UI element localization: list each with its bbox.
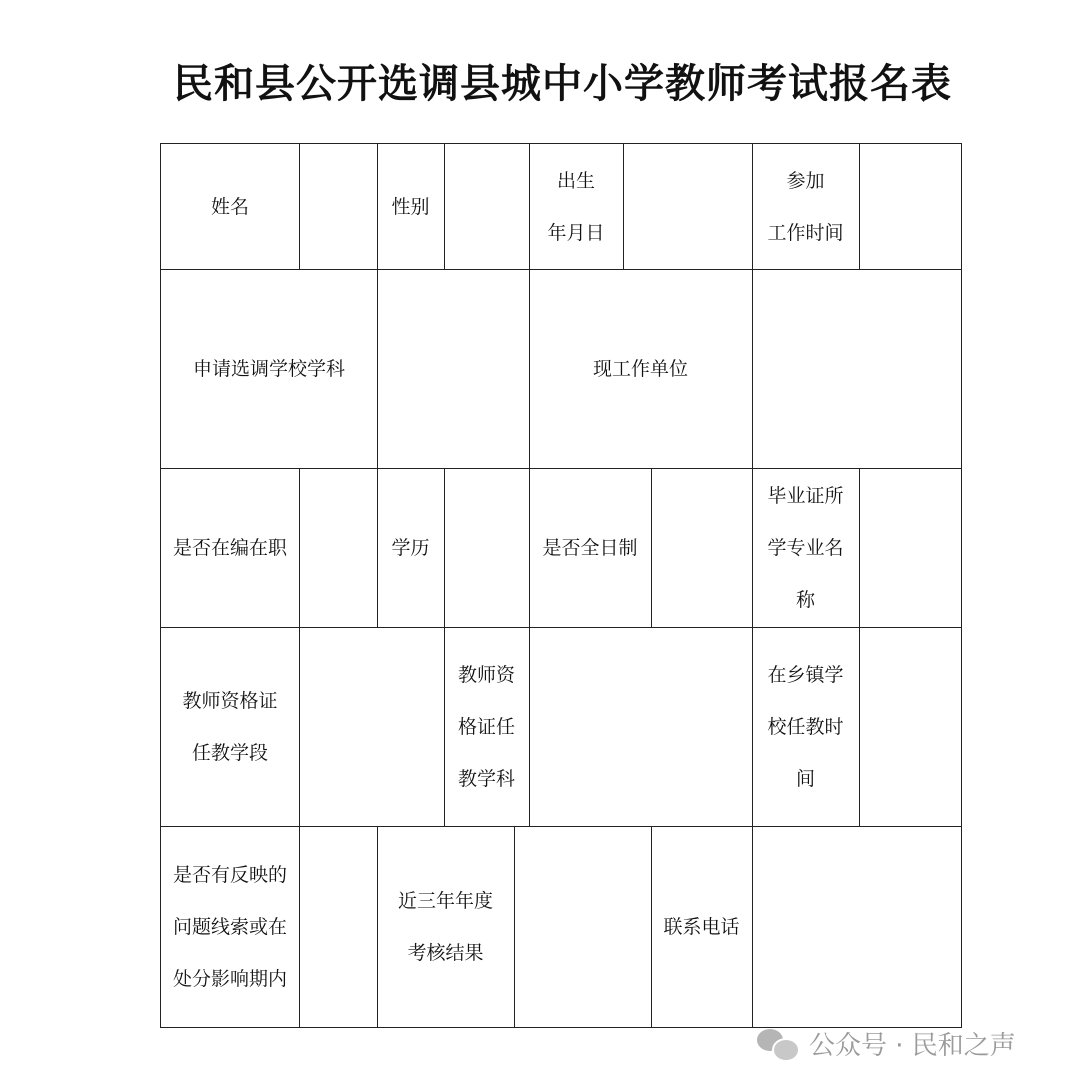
cert-stage-line-1: 教师资格证 <box>182 690 278 712</box>
work-line-2: 工作时间 <box>767 221 844 244</box>
major-line-2: 学专业名 <box>767 537 844 559</box>
town-line-1: 在乡镇学 <box>767 664 844 686</box>
registration-form-table <box>160 143 962 1028</box>
field-graduation-major-value[interactable] <box>860 469 961 627</box>
town-line-2: 校任教时 <box>767 716 844 738</box>
birth-line-2: 年月日 <box>547 221 605 244</box>
field-in-post-value[interactable] <box>300 469 377 627</box>
issues-line-3: 处分影响期内 <box>172 968 287 990</box>
cert-subject-line-1: 教师资 <box>457 664 515 686</box>
wechat-icon <box>757 1025 799 1061</box>
birth-line-1: 出生 <box>556 169 595 192</box>
issues-line-1: 是否有反映的 <box>172 864 287 886</box>
issues-line-2: 问题线索或在 <box>172 916 287 938</box>
assess-line-2: 考核结果 <box>407 942 484 964</box>
label-town-teaching-time <box>752 628 859 826</box>
label-birth-date <box>529 144 623 269</box>
cert-subject-line-2: 格证任 <box>457 716 515 738</box>
label-education: 学历 <box>391 537 430 559</box>
label-gender: 性别 <box>391 195 430 218</box>
field-annual-assessment-value[interactable] <box>515 827 651 1027</box>
town-line-3: 间 <box>795 768 815 790</box>
watermark-text: 公众号 · 民和之声 <box>809 1030 1016 1061</box>
field-phone-value[interactable] <box>753 827 961 1027</box>
field-cert-stage-value[interactable] <box>300 628 444 826</box>
major-line-3: 称 <box>795 589 815 611</box>
label-phone: 联系电话 <box>663 916 740 938</box>
work-line-1: 参加 <box>786 169 825 192</box>
label-graduation-major <box>752 469 859 627</box>
label-in-post: 是否在编在职 <box>172 537 287 559</box>
label-work-start <box>752 144 859 269</box>
label-cert-stage <box>161 628 299 826</box>
field-name-value[interactable] <box>300 144 377 269</box>
field-gender-value[interactable] <box>445 144 529 269</box>
field-town-teaching-time-value[interactable] <box>860 628 961 826</box>
field-full-time-value[interactable] <box>652 469 752 627</box>
label-current-unit: 现工作单位 <box>592 358 688 380</box>
field-current-unit-value[interactable] <box>753 270 961 468</box>
label-apply-subject: 申请选调学校学科 <box>192 358 345 380</box>
label-name: 姓名 <box>210 195 249 218</box>
major-line-1: 毕业证所 <box>767 485 844 507</box>
form-title: 民和县公开选调县城中小学教师考试报名表 <box>173 60 952 107</box>
watermark <box>757 1022 1016 1064</box>
field-birth-date-value[interactable] <box>624 144 752 269</box>
cert-stage-line-2: 任教学段 <box>191 742 268 764</box>
field-education-value[interactable] <box>445 469 529 627</box>
cert-subject-line-3: 教学科 <box>457 768 515 790</box>
label-annual-assessment <box>377 827 514 1027</box>
assess-line-1: 近三年年度 <box>397 890 493 912</box>
field-work-start-value[interactable] <box>860 144 961 269</box>
field-apply-subject-value[interactable] <box>378 270 529 468</box>
label-cert-subject <box>444 628 529 826</box>
field-cert-subject-value[interactable] <box>530 628 752 826</box>
label-full-time: 是否全日制 <box>542 537 638 559</box>
field-issues-value[interactable] <box>300 827 377 1027</box>
label-issues <box>161 827 299 1027</box>
